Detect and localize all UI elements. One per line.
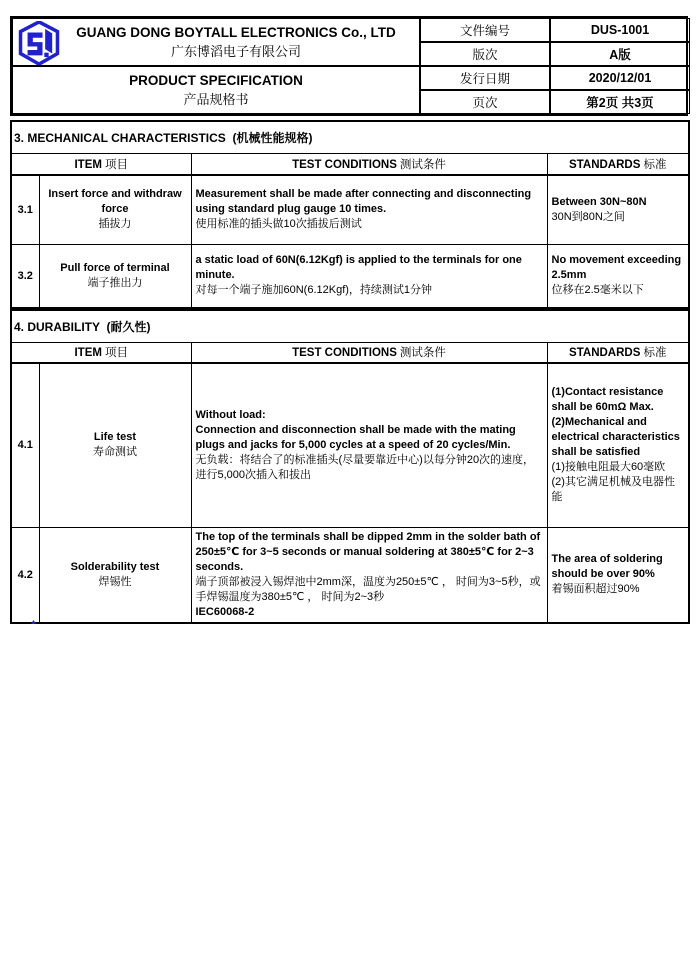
meta-value-doc-number: DUS-1001 — [550, 18, 690, 42]
row-number: 3.2 — [11, 245, 39, 308]
doc-title-block — [12, 66, 420, 114]
text-line: a static load of 60N(6.12Kgf) is applied to the terminals for one minute. — [195, 254, 522, 282]
meta-value-issue-date: 2020/12/01 — [550, 66, 690, 90]
text-line: The top of the terminals shall be dipped 2mm in the solder bath of 250±5℃ for 3~5 seconds or manual soldering at 380±5℃ for 2~3 seconds. — [195, 530, 541, 573]
text-line: Without load: — [195, 408, 266, 421]
column-header-test-conditions — [191, 154, 547, 175]
text-line: Pull force of terminal — [60, 261, 170, 274]
table-row — [11, 363, 689, 527]
text-line: Between 30N~80N — [551, 195, 647, 208]
company-name — [36, 25, 396, 60]
column-header-test-zh: 测试条件 — [399, 158, 446, 171]
text-line: 焊锡性 — [98, 575, 132, 588]
company-block — [12, 18, 420, 66]
text-line: Solderability test — [70, 560, 160, 573]
section-durability — [10, 309, 690, 624]
table-row — [11, 527, 689, 623]
text-line: 使用标准的插头做10次插拔后测试 — [195, 218, 362, 231]
spec-sheet — [10, 16, 688, 624]
text-line: (2)其它满足机械及电器性能 — [551, 476, 675, 504]
column-header-test-en: TEST CONDITIONS — [292, 158, 397, 171]
column-header-item — [11, 342, 191, 363]
text-line: (1)Contact resistance shall be 60mΩ Max. — [551, 386, 664, 414]
page-header — [10, 16, 688, 116]
doc-title-en: PRODUCT SPECIFICATION — [129, 72, 303, 88]
column-header-test-zh: 测试条件 — [399, 347, 446, 360]
standards-cell — [547, 363, 689, 527]
test-conditions-cell — [191, 527, 547, 623]
row-number: 3.1 — [11, 175, 39, 245]
test-conditions-cell — [191, 175, 547, 245]
standards-cell — [547, 245, 689, 308]
text-line: (1)接触电阻最大60毫欧 — [551, 461, 666, 474]
company-name-en: GUANG DONG BOYTALL ELECTRONICS Co., LTD — [76, 24, 396, 40]
column-header-item-zh: 项目 — [105, 347, 129, 360]
table-row — [11, 245, 689, 308]
section-title: 3. MECHANICAL CHARACTERISTICS (机械性能规格) — [11, 121, 689, 154]
column-header-std-en: STANDARDS — [569, 158, 641, 171]
text-line: No movement exceeding 2.5mm — [551, 254, 682, 282]
item-cell — [39, 363, 191, 527]
item-cell — [39, 527, 191, 623]
test-conditions-cell — [191, 245, 547, 308]
column-header-std-zh: 标准 — [643, 158, 667, 171]
text-line: 对每一个端子施加60N(6.12Kgf)，持续测试1分钟 — [195, 284, 433, 297]
column-header-item-en: ITEM — [74, 347, 102, 360]
column-header-item — [11, 154, 191, 175]
text-line: 寿命测试 — [93, 446, 137, 459]
meta-label-issue-date: 发行日期 — [420, 66, 550, 90]
company-name-zh: 广东博滔电子有限公司 — [170, 43, 301, 59]
meta-label-revision: 版次 — [420, 42, 550, 66]
text-line: The area of soldering should be over 90% — [551, 553, 663, 580]
column-header-test-conditions — [191, 342, 547, 363]
section-mechanical-characteristics — [10, 120, 690, 309]
column-header-test-en: TEST CONDITIONS — [292, 347, 397, 360]
row-number: 4.2 — [11, 527, 39, 623]
table-row — [11, 175, 689, 245]
text-line: IEC60068-2 — [195, 605, 255, 618]
text-line: 30N到80N之间 — [551, 210, 625, 223]
text-line: Measurement shall be made after connecting and disconnecting using standard plug gauge 10 times. — [195, 188, 532, 216]
text-line: 插拔力 — [98, 218, 132, 231]
text-line: 端子推出力 — [87, 276, 143, 289]
text-line: Connection and disconnection shall be made with the mating plugs and jacks for 5,000 cycles at a speed of 20 cycles/Min. — [195, 423, 516, 451]
text-line: 着锡面积超过90% — [551, 583, 640, 595]
text-line: 位移在2.5毫米以下 — [551, 284, 644, 297]
meta-label-page: 页次 — [420, 90, 550, 114]
standards-cell — [547, 527, 689, 623]
meta-value-page: 第2页 共3页 — [550, 90, 690, 114]
column-header-std-zh: 标准 — [643, 347, 667, 360]
doc-title-zh: 产品规格书 — [183, 91, 249, 107]
text-line: 端子顶部被浸入锡焊池中2mm深，温度为250±5℃ ， 时间为3~5秒，或手焊锡温度为380±5℃ ， 时间为2~3秒 — [195, 575, 541, 603]
item-cell — [39, 175, 191, 245]
column-header-standards — [547, 154, 689, 175]
text-line: Insert force and withdraw force — [48, 188, 182, 216]
item-cell — [39, 245, 191, 308]
text-line: 无负载：将结合了的标准插头(尽量要靠近中心)以每分钟20次的速度，进行5,000次插入和拔出 — [195, 453, 535, 481]
column-header-std-en: STANDARDS — [569, 347, 641, 360]
column-header-item-zh: 项目 — [105, 158, 129, 171]
text-line: Life test — [93, 431, 137, 444]
section-title: 4. DURABILITY (耐久性) — [11, 310, 689, 343]
meta-label-doc-number: 文件编号 — [420, 18, 550, 42]
row-number: 4.1 — [11, 363, 39, 527]
meta-value-revision: A版 — [550, 42, 690, 66]
company-logo-icon — [17, 21, 61, 65]
standards-cell — [547, 175, 689, 245]
test-conditions-cell — [191, 363, 547, 527]
column-header-item-en: ITEM — [74, 158, 102, 171]
text-line: (2)Mechanical and electrical characteristics shall be satisfied — [551, 416, 680, 459]
column-header-standards — [547, 342, 689, 363]
